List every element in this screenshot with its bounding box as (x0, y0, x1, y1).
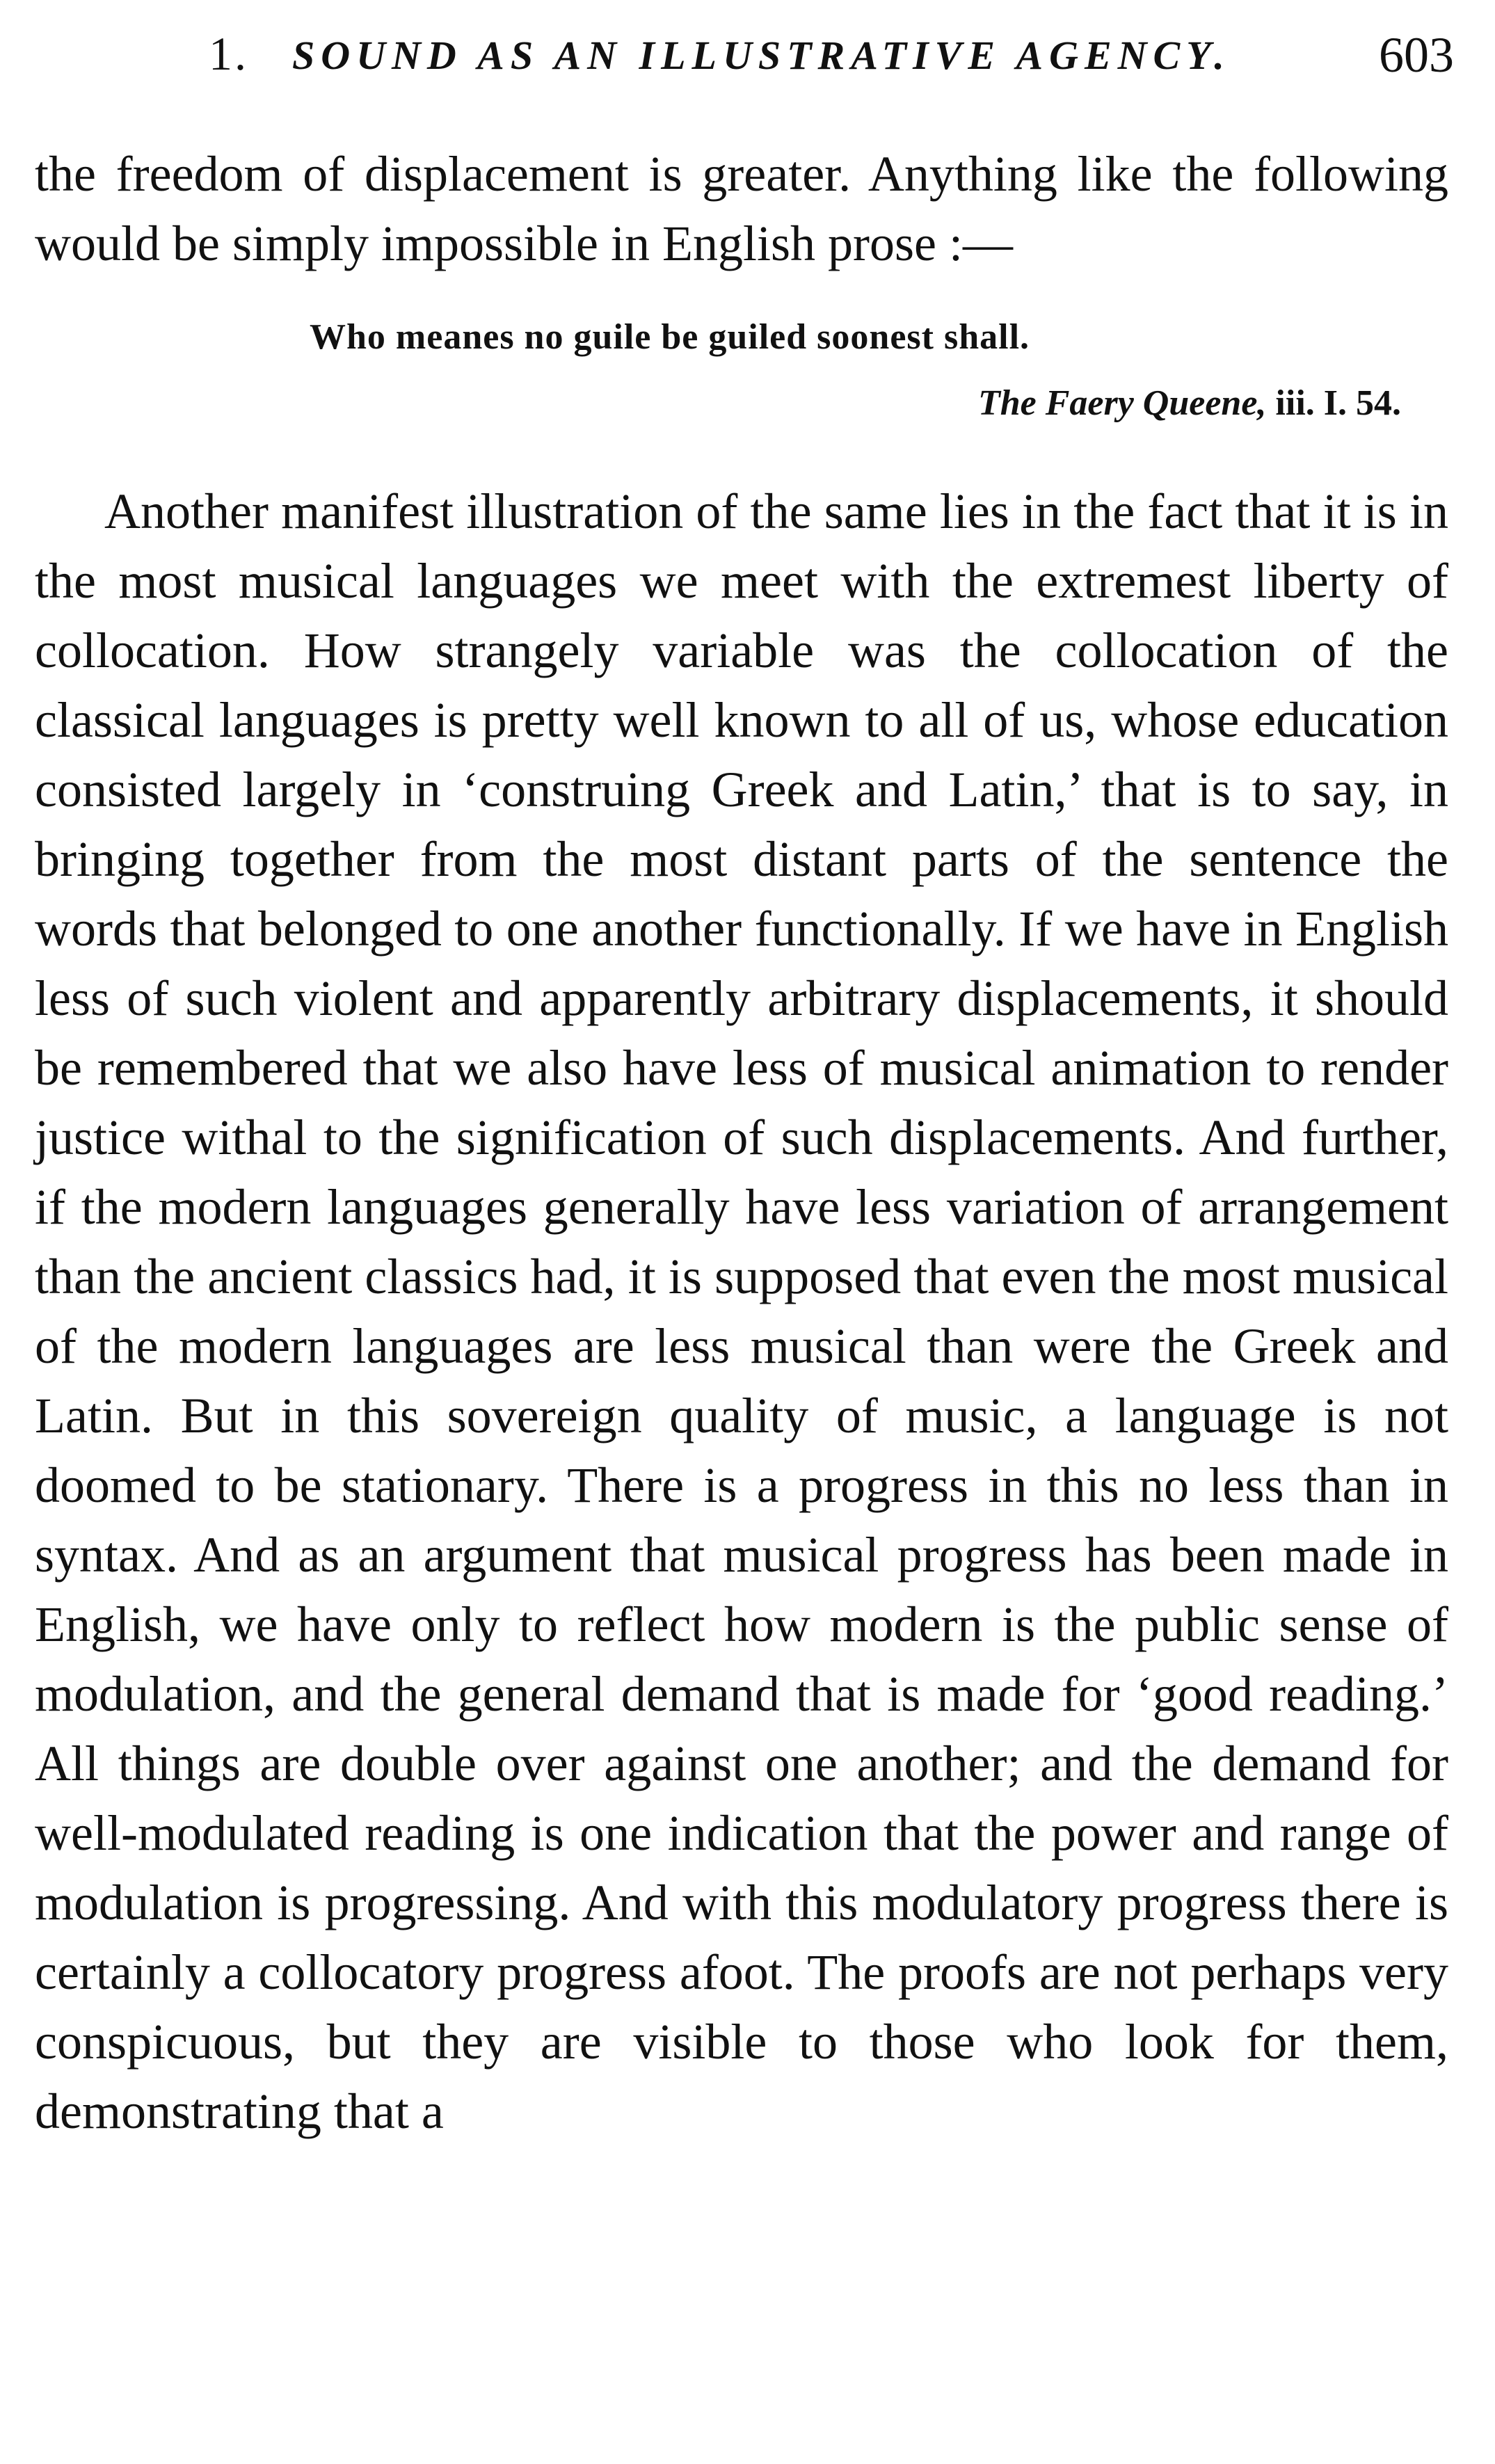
quotation-citation (978, 383, 1401, 424)
running-head-title: SOUND AS AN ILLUSTRATIVE AGENCY. (292, 33, 1231, 78)
citation-reference: iii. I. 54. (1266, 383, 1401, 423)
page-number: 603 (1379, 27, 1454, 83)
verse-quotation: Who meanes no guile be guiled soonest shall. (310, 317, 1030, 357)
paragraph-continuation: the freedom of displacement is greater. Anything like the following would be simply impossible in English prose :— (35, 146, 1448, 271)
running-head (202, 26, 1454, 103)
paragraph-main: Another manifest illustration of the same lies in the fact that it is in the most musical languages we meet with the extremest liberty of collocation. How strangely variable was the collocation of the classical languages is pretty well known to all of us, whose education consisted largely in ‘construing Greek and Latin,’ that is to say, in bringing together from the most distant parts of the sentence the words that belonged to one another functionally. If we have in English less of such violent and apparently arbitrary displacements, it should be remembered that we also have less of musical animation to render justice withal to the signification of such displacements. And further, if the modern languages generally have less variation of arrangement than the ancient classics had, it is supposed that even the most musical of the modern languages are less musical than were the Greek and Latin. But in this sovereign quality of music, a language is not doomed to be stationary. There is a progress in this no less than in syntax. And as an argument that musical progress has been made in English, we have only to reflect how modern is the public sense of modulation, and the general demand that is made for ‘good reading.’ All things are double over against one another; and the demand for well-modulated reading is one indication that the power and range of modulation is progressing. And with this modulatory progress there is certainly a collocatory progress afoot. The proofs are not perhaps very conspicuous, but they are visible to those who look for them, demonstrating that a (35, 483, 1448, 2139)
section-number: 1. (209, 27, 248, 80)
citation-work-title: The Faery Queene, (977, 383, 1267, 423)
